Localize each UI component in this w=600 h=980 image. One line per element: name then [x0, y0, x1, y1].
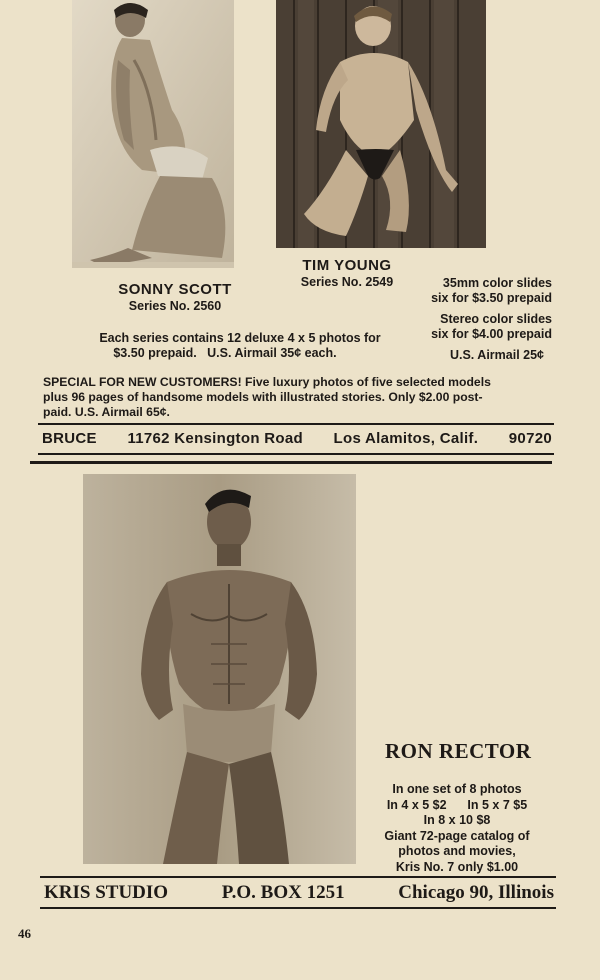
- page-number: 46: [18, 926, 31, 941]
- special-offer-line-3: paid. U.S. Airmail 65¢.: [43, 405, 170, 419]
- kris-address: [44, 882, 554, 904]
- series-info-line-1: Each series contains 12 deluxe 4 x 5 photos for: [99, 331, 381, 345]
- offer-line: Giant 72-page catalog of: [384, 828, 530, 843]
- kris-box: P.O. BOX 1251: [221, 882, 345, 903]
- offer-line: Kris No. 7 only $1.00: [395, 859, 519, 874]
- special-offer-line-1: SPECIAL FOR NEW CUSTOMERS! Five luxury photos of five selected models: [43, 375, 491, 389]
- ron-rector-name: RON RECTOR: [385, 739, 532, 763]
- slides-stereo: Stereo color slides: [440, 312, 552, 326]
- bruce-street: 11762 Kensington Road: [127, 430, 303, 447]
- offer-line: In one set of 8 photos: [392, 782, 522, 796]
- kris-company: KRIS STUDIO: [44, 882, 169, 903]
- ron-rector-photo: [83, 474, 356, 864]
- bruce-city: Los Alamitos, Calif.: [333, 430, 479, 447]
- sonny-scott-photo: [72, 0, 234, 268]
- slides-35mm-price: six for $3.50 prepaid: [431, 291, 552, 305]
- kris-top-rule: [40, 876, 556, 878]
- series-info-line-2: $3.50 prepaid. U.S. Airmail 35¢ each.: [113, 346, 337, 360]
- ron-rector-offer: [352, 782, 562, 875]
- tim-young-name: TIM YOUNG: [302, 257, 392, 274]
- bruce-top-rule: [38, 423, 554, 425]
- special-offer-line-2: plus 96 pages of handsome models with illustrated stories. Only $2.00 post-: [43, 390, 483, 404]
- bruce-company: BRUCE: [42, 430, 97, 447]
- slides-stereo-price: six for $4.00 prepaid: [431, 327, 552, 341]
- sonny-scott-series: Series No. 2560: [128, 299, 222, 313]
- offer-line: photos and movies,: [398, 844, 516, 858]
- bruce-zip: 90720: [508, 430, 552, 447]
- tim-young-photo: [276, 0, 486, 248]
- slides-35mm: 35mm color slides: [442, 276, 552, 290]
- bruce-bottom-rule: [38, 453, 554, 455]
- slides-airmail: U.S. Airmail 25¢: [449, 348, 544, 362]
- ad-separator-rule: [30, 461, 552, 464]
- kris-city: Chicago 90, Illinois: [398, 882, 554, 903]
- offer-line: In 4 x 5 $2 In 5 x 7 $5: [386, 797, 528, 812]
- offer-line: In 8 x 10 $8: [423, 813, 491, 827]
- kris-bottom-rule: [40, 907, 556, 909]
- tim-young-series: Series No. 2549: [300, 275, 394, 289]
- sonny-scott-name: SONNY SCOTT: [118, 281, 232, 298]
- bruce-address: [42, 430, 552, 447]
